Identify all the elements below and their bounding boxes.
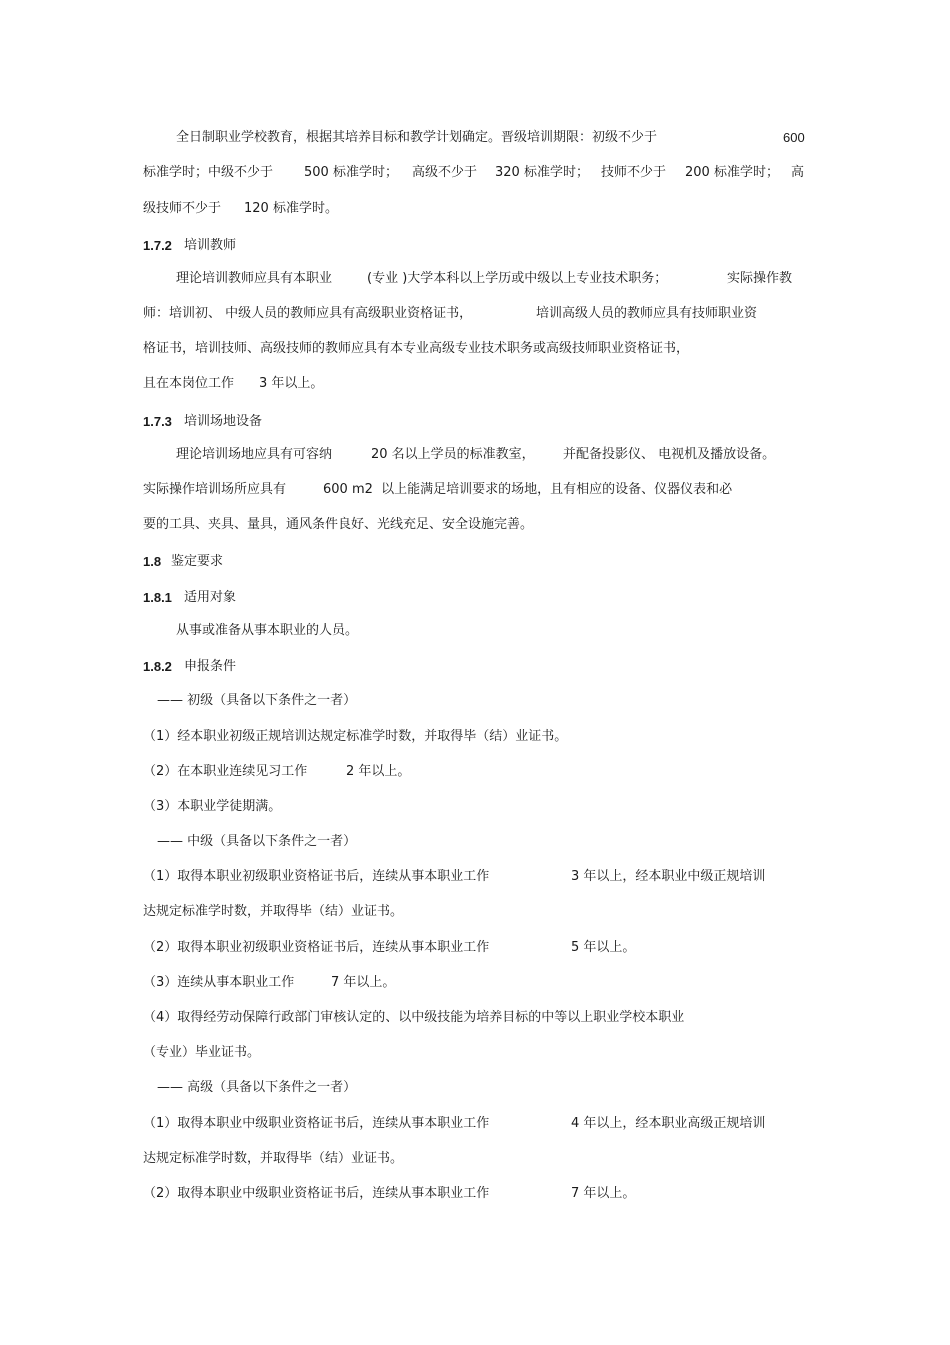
middle-item-4-a: （4）取得经劳动保障行政部门审核认定的、以中级技能为培养目标的中等以上职业学校本职业 <box>143 1010 685 1025</box>
teachers-line-1-a: 理论培训教师应具有本职业 <box>176 271 333 286</box>
hours-line-2-b: 500 标准学时； <box>304 165 398 180</box>
middle-item-4-b: （专业）毕业证书。 <box>143 1045 261 1060</box>
hours-line-2-g: 高 <box>791 165 805 180</box>
hours-line-1: 全日制职业学校教育，根据其培养目标和教学计划确定。晋级培训期限：初级不少于 <box>176 130 658 145</box>
section-title-appraisal: 鉴定要求 <box>171 554 224 569</box>
middle-item-1-a: （1）取得本职业初级职业资格证书后，连续从事本职业工作 <box>143 869 490 884</box>
venue-line-2-a: 实际操作培训场所应具有 <box>143 482 287 497</box>
junior-item-2-b: 2 年以上。 <box>346 764 411 779</box>
venue-line-2-b: 600 m2 以上能满足培训要求的场地，且有相应的设备、仪器仪表和必 <box>323 482 733 497</box>
venue-line-1-a: 理论培训场地应具有可容纳 <box>176 447 333 462</box>
middle-item-3-a: （3）连续从事本职业工作 <box>143 975 295 990</box>
section-number-1-7-2: 1.7.2 <box>143 238 172 253</box>
junior-item-2-a: （2）在本职业连续见习工作 <box>143 764 308 779</box>
hours-line-2-a: 标准学时；中级不少于 <box>143 165 274 180</box>
teachers-line-4-b: 3 年以上。 <box>259 376 324 391</box>
hours-line-2-c: 高级不少于 <box>412 165 478 180</box>
section-title-applicable: 适用对象 <box>184 590 237 605</box>
junior-item-3: （3）本职业学徒期满。 <box>143 799 282 814</box>
senior-heading: —— 高级（具备以下条件之一者） <box>157 1080 357 1095</box>
hours-line-2-d: 320 标准学时； <box>495 165 589 180</box>
section-number-1-7-3: 1.7.3 <box>143 414 172 429</box>
hours-line-2-e: 技师不少于 <box>601 165 667 180</box>
hours-line-1-number: 600 <box>783 130 805 145</box>
teachers-line-1-c: 实际操作教 <box>727 271 793 286</box>
venue-line-1-b: 20 名以上学员的标准教室， <box>371 447 535 462</box>
applicable-line-1: 从事或准备从事本职业的人员。 <box>176 623 359 638</box>
middle-item-3-b: 7 年以上。 <box>331 975 396 990</box>
section-number-1-8-2: 1.8.2 <box>143 659 172 674</box>
hours-line-2-f: 200 标准学时； <box>685 165 779 180</box>
senior-item-2-a: （2）取得本职业中级职业资格证书后，连续从事本职业工作 <box>143 1186 490 1201</box>
middle-item-1-c: 达规定标准学时数，并取得毕（结）业证书。 <box>143 904 404 919</box>
teachers-line-2-a: 师：培训初、 中级人员的教师应具有高级职业资格证书， <box>143 306 473 321</box>
section-number-1-8-1: 1.8.1 <box>143 590 172 605</box>
venue-line-1-c: 并配备投影仪、 电视机及播放设备。 <box>563 447 776 462</box>
teachers-line-3: 格证书，培训技师、高级技师的教师应具有本专业高级专业技术职务或高级技师职业资格证书， <box>143 341 690 356</box>
senior-item-2-b: 7 年以上。 <box>571 1186 636 1201</box>
middle-item-2-a: （2）取得本职业初级职业资格证书后，连续从事本职业工作 <box>143 940 490 955</box>
teachers-line-2-b: 培训高级人员的教师应具有技师职业资 <box>536 306 758 321</box>
section-title-training-teachers: 培训教师 <box>184 238 237 253</box>
teachers-line-4-a: 且在本岗位工作 <box>143 376 235 391</box>
hours-line-3-a: 级技师不少于 <box>143 201 222 216</box>
section-title-training-venue: 培训场地设备 <box>184 414 263 429</box>
section-title-requirements: 申报条件 <box>184 659 237 674</box>
teachers-line-1-b: (专业 )大学本科以上学历或中级以上专业技术职务； <box>367 271 668 286</box>
junior-heading: —— 初级（具备以下条件之一者） <box>157 693 357 708</box>
senior-item-1-c: 达规定标准学时数，并取得毕（结）业证书。 <box>143 1151 404 1166</box>
venue-line-3: 要的工具、夹具、量具，通风条件良好、光线充足、安全设施完善。 <box>143 517 534 532</box>
middle-heading: —— 中级（具备以下条件之一者） <box>157 834 357 849</box>
senior-item-1-a: （1）取得本职业中级职业资格证书后，连续从事本职业工作 <box>143 1116 490 1131</box>
middle-item-2-b: 5 年以上。 <box>571 940 636 955</box>
section-number-1-8: 1.8 <box>143 554 162 569</box>
junior-item-1: （1）经本职业初级正规培训达规定标准学时数，并取得毕（结）业证书。 <box>143 729 568 744</box>
hours-line-3-b: 120 标准学时。 <box>244 201 338 216</box>
senior-item-1-b: 4 年以上，经本职业高级正规培训 <box>571 1116 766 1131</box>
middle-item-1-b: 3 年以上，经本职业中级正规培训 <box>571 869 766 884</box>
